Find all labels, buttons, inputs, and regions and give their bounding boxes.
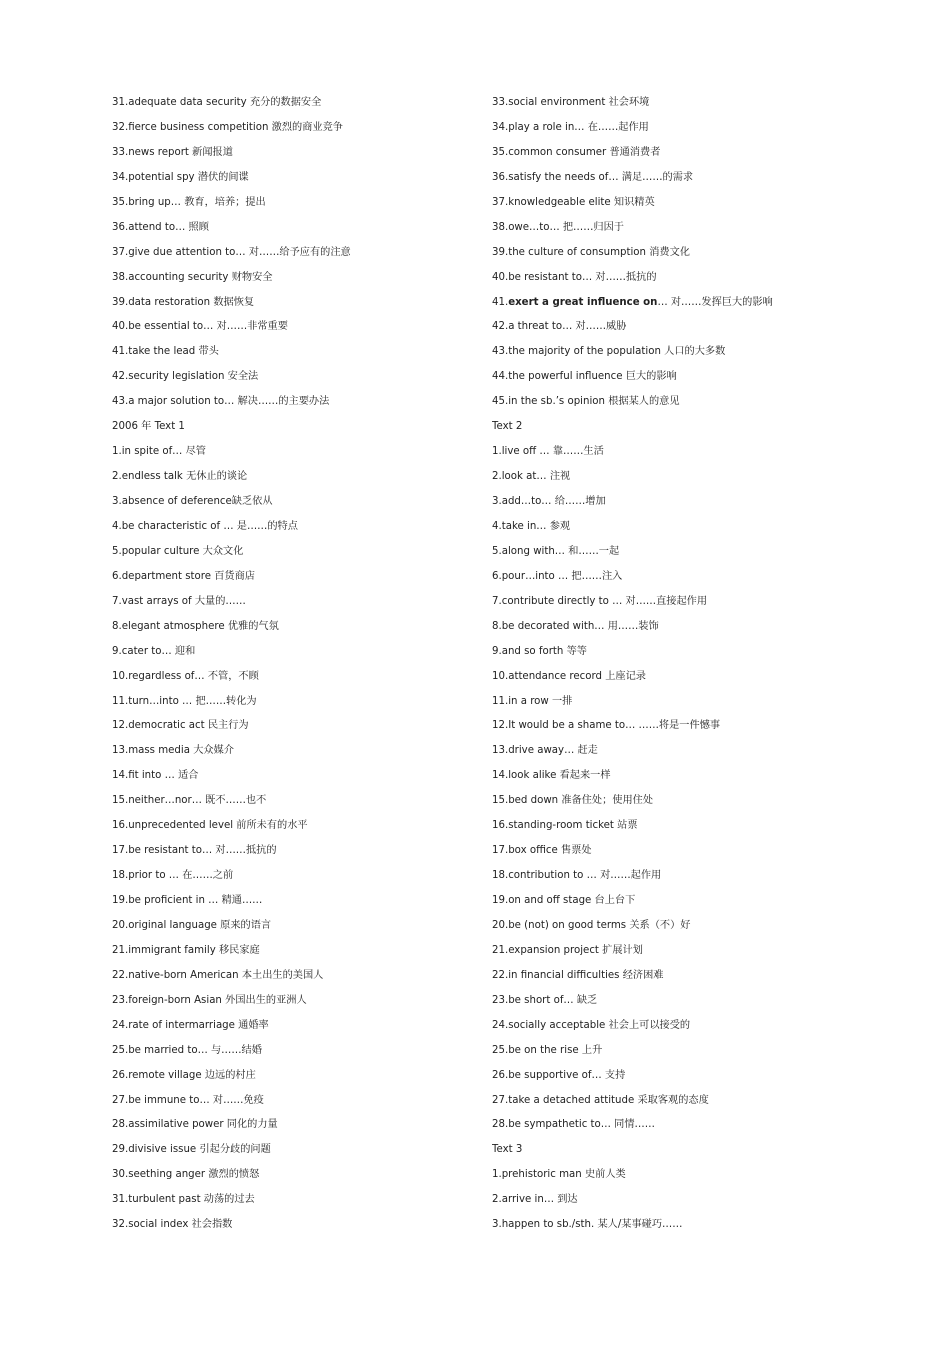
vocab-entry: 11.in a row 一排 (492, 695, 573, 707)
vocab-entry: 14.look alike 看起来一样 (492, 770, 611, 782)
vocab-entry: 17.box office 售票处 (492, 845, 592, 857)
vocab-entry: 8.elegant atmosphere 优雅的气氛 (112, 620, 279, 632)
vocab-entry: 40.be resistant to… 对……抵抗的 (492, 271, 657, 283)
vocab-entry: 32.social index 社会指数 (112, 1219, 233, 1231)
vocab-entry: Text 3 (492, 1144, 523, 1156)
vocab-entry: 37.knowledgeable elite 知识精英 (492, 196, 655, 208)
vocab-entry: 13.mass media 大众媒介 (112, 745, 234, 757)
vocab-entry: 35.common consumer 普通消费者 (492, 146, 661, 158)
vocab-entry: 29.divisive issue 引起分歧的问题 (112, 1144, 271, 1156)
vocab-entry: 6.department store 百货商店 (112, 570, 255, 582)
vocab-entry: 22.native-born American 本土出生的美国人 (112, 969, 324, 981)
vocab-entry: 23.foreign-born Asian 外国出生的亚洲人 (112, 994, 307, 1006)
vocab-entry: 19.on and off stage 台上台下 (492, 895, 636, 906)
vocab-entry: 20.original language 原来的语言 (112, 919, 272, 931)
entry-translation: … 对……发挥巨大的影响 (657, 296, 773, 308)
vocab-entry: 31.adequate data security 充分的数据安全 (112, 97, 322, 108)
vocab-entry: 36.satisfy the needs of… 满足……的需求 (492, 171, 694, 183)
vocab-entry: 43.the majority of the population 人口的大多数 (492, 346, 726, 358)
vocab-entry: 4.take in… 参观 (492, 520, 571, 532)
vocab-entry: 33.social environment 社会环境 (492, 97, 650, 108)
vocab-entry: 9.and so forth 等等 (492, 645, 587, 657)
vocab-entry: 22.in financial difficulties 经济困难 (492, 969, 664, 981)
vocab-entry: 42.a threat to… 对……威胁 (492, 321, 627, 333)
entry-number: 41. (492, 296, 509, 308)
vocab-entry: 17.be resistant to… 对……抵抗的 (112, 845, 277, 857)
vocab-entry: 1.live off … 靠……生活 (492, 446, 604, 458)
vocab-entry: 36.attend to… 照顾 (112, 221, 209, 233)
vocab-entry: 33.news report 新闻报道 (112, 146, 233, 158)
vocab-entry: 14.fit into … 适合 (112, 770, 199, 782)
vocab-entry: 43.a major solution to… 解决……的主要办法 (112, 396, 330, 408)
vocab-entry: 1.prehistoric man 史前人类 (492, 1169, 626, 1181)
vocab-entry: 16.standing-room ticket 站票 (492, 820, 638, 832)
vocab-entry: 38.accounting security 财物安全 (112, 271, 273, 283)
left-column (112, 95, 512, 1242)
vocab-entry: 18.prior to … 在……之前 (112, 870, 234, 882)
vocab-entry: 13.drive away… 赶走 (492, 745, 598, 757)
vocab-entry: 11.turn…into … 把……转化为 (112, 695, 257, 707)
vocab-entry: 24.socially acceptable 社会上可以接受的 (492, 1019, 691, 1031)
vocab-entry: 15.bed down 准备住处；使用住处 (492, 795, 654, 807)
vocab-entry: 34.play a role in… 在……起作用 (492, 121, 649, 133)
vocab-entry: 28.assimilative power 同化的力量 (112, 1119, 278, 1131)
vocab-entry: 7.vast arrays of 大量的…… (112, 595, 246, 607)
vocab-entry: 38.owe…to… 把……归因于 (492, 221, 624, 233)
vocab-entry: 4.be characteristic of … 是……的特点 (112, 520, 298, 532)
vocab-entry: 5.along with… 和……一起 (492, 545, 620, 557)
vocab-entry: 45.in the sb.’s opinion 根据某人的意见 (492, 396, 680, 408)
right-column (492, 95, 892, 1242)
vocab-entry: 10.attendance record 上座记录 (492, 670, 646, 682)
vocab-entry: 39.the culture of consumption 消费文化 (492, 246, 690, 258)
vocab-entry: 35.bring up… 教育，培养；提出 (112, 196, 266, 208)
vocab-entry: 40.be essential to… 对……非常重要 (112, 321, 288, 333)
vocab-entry: 12.It would be a shame to… ……将是一件憾事 (492, 720, 721, 732)
vocab-entry: 28.be sympathetic to… 同情…… (492, 1119, 655, 1131)
vocab-entry (492, 295, 892, 320)
vocab-entry: 31.turbulent past 动荡的过去 (112, 1194, 255, 1206)
vocab-entry: 39.data restoration 数据恢复 (112, 296, 255, 308)
vocab-entry: 37.give due attention to… 对……给予应有的注意 (112, 246, 351, 258)
vocab-entry: 10.regardless of… 不管，不顾 (112, 670, 259, 682)
vocab-entry: 2.look at… 注视 (492, 471, 571, 483)
vocab-entry: 3.add…to… 给……增加 (492, 496, 606, 507)
vocab-entry: 25.be married to… 与……结婚 (112, 1044, 262, 1056)
vocab-entry: 42.security legislation 安全法 (112, 371, 259, 383)
vocab-entry: 6.pour…into … 把……注入 (492, 570, 623, 582)
vocab-entry: 1.in spite of… 尽管 (112, 446, 206, 458)
vocab-entry: 18.contribution to … 对……起作用 (492, 870, 662, 882)
vocab-entry: 2.endless talk 无休止的谈论 (112, 471, 248, 483)
vocab-entry: 26.remote village 边远的村庄 (112, 1069, 256, 1081)
vocab-entry: 21.immigrant family 移民家庭 (112, 944, 260, 956)
vocab-entry: 2.arrive in… 到达 (492, 1194, 578, 1206)
vocab-entry: 5.popular culture 大众文化 (112, 545, 244, 557)
vocab-entry: 15.neither…nor… 既不……也不 (112, 795, 267, 807)
vocab-entry: 8.be decorated with… 用……装饰 (492, 620, 659, 632)
vocab-entry: 19.be proficient in … 精通…… (112, 895, 263, 906)
vocab-entry: 3.happen to sb./sth. 某人/某事碰巧…… (492, 1219, 683, 1231)
vocab-entry: 32.fierce business competition 激烈的商业竞争 (112, 121, 343, 133)
vocab-entry: 21.expansion project 扩展计划 (492, 944, 643, 956)
vocab-entry: 24.rate of intermarriage 通婚率 (112, 1019, 269, 1031)
vocab-entry: Text 2 (492, 421, 523, 433)
vocab-entry: 27.take a detached attitude 采取客观的态度 (492, 1094, 709, 1106)
vocab-entry: 44.the powerful influence 巨大的影响 (492, 371, 677, 383)
vocab-entry: 34.potential spy 潜伏的间谍 (112, 171, 249, 183)
vocab-entry: 2006 年 Text 1 (112, 421, 185, 433)
vocab-entry: 27.be immune to… 对……免疫 (112, 1094, 264, 1106)
vocab-entry: 12.democratic act 民主行为 (112, 720, 249, 732)
entry-phrase-bold: exert a great influence on (508, 296, 658, 308)
vocab-entry: 25.be on the rise 上升 (492, 1044, 603, 1056)
vocab-entry: 23.be short of… 缺乏 (492, 994, 598, 1006)
vocab-entry: 26.be supportive of… 支持 (492, 1069, 626, 1081)
vocab-entry: 41.take the lead 带头 (112, 346, 219, 358)
vocab-entry: 7.contribute directly to … 对……直接起作用 (492, 595, 708, 607)
vocab-entry: 16.unprecedented level 前所未有的水平 (112, 820, 308, 832)
vocab-entry: 3.absence of deference缺乏依从 (112, 496, 273, 507)
vocab-entry: 9.cater to… 迎和 (112, 645, 196, 657)
vocab-entry: 30.seething anger 激烈的愤怒 (112, 1169, 260, 1181)
vocab-entry: 20.be (not) on good terms 关系（不）好 (492, 919, 691, 931)
